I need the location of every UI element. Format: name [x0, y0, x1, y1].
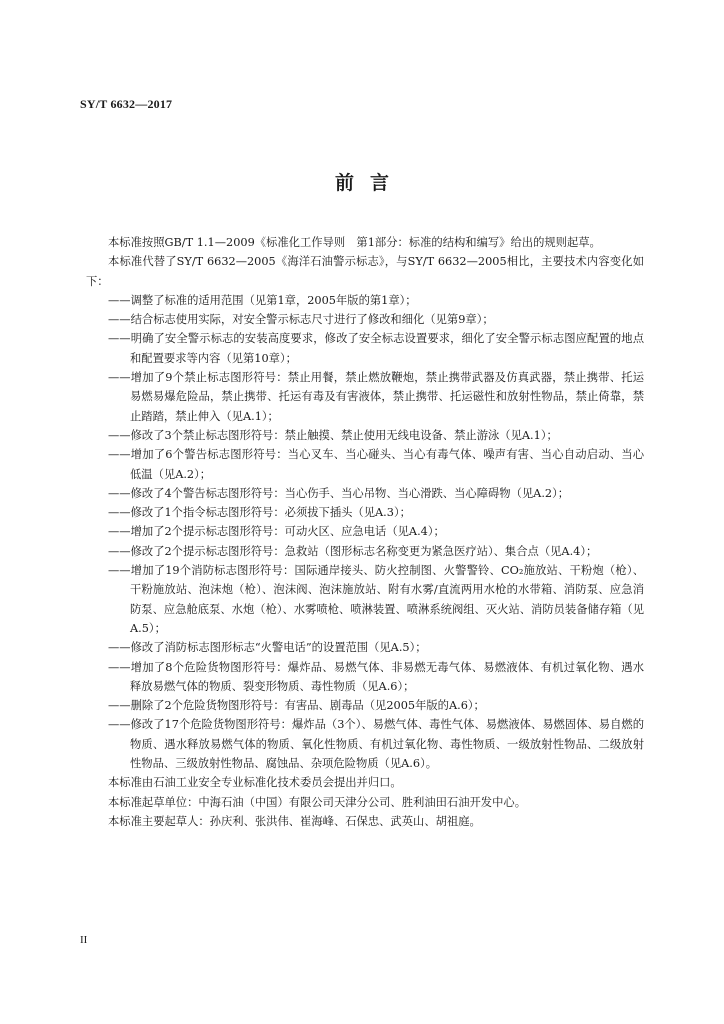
- intro-paragraph-1: 本标准按照GB/T 1.1—2009《标准化工作导则 第1部分：标准的结构和编写》给出的规则起草。: [108, 236, 601, 249]
- closing-paragraph-3: 本标准主要起草人：孙庆利、张洪伟、崔海峰、石保忠、武英山、胡祖庭。: [108, 814, 481, 828]
- change-item: ——增加了8个危险货物图形符号：爆炸品、易燃气体、非易燃无毒气体、易燃液体、有机过氧化物、遇水释放易燃气体的物质、裂变形物质、毒性物质（见A.6）；: [108, 660, 644, 693]
- intro-paragraph-2: 本标准代替了SY/T 6632—2005《海洋石油警示标志》，与SY/T 6632—2005相比，主要技术内容变化如下：: [86, 255, 644, 288]
- standard-code: SY/T 6632—2017: [80, 97, 173, 111]
- foreword-body: [86, 233, 644, 831]
- closing-paragraph-1: 本标准由石油工业安全专业标准化技术委员会提出并归口。: [108, 776, 402, 790]
- closing-paragraph-2: 本标准起草单位：中海石油（中国）有限公司天津分公司、胜利油田石油开发中心。: [108, 795, 526, 809]
- page-title: 前言: [334, 172, 405, 194]
- change-item: ——修改了3个禁止标志图形符号：禁止触摸、禁止使用无线电设备、禁止游泳（见A.1）；: [108, 428, 558, 442]
- change-item: ——修改了4个警告标志图形符号：当心伤手、当心吊物、当心滑跌、当心障碍物（见A.2）；: [108, 486, 570, 500]
- page-number: II: [80, 934, 88, 946]
- change-item: ——修改了2个提示标志图形符号：急救站（图形标志名称变更为紧急医疗站）、集合点（见A.4）；: [108, 544, 598, 558]
- change-item: ——增加了19个消防标志图形符号：国际通岸接头、防火控制图、火警警铃、CO₂施放站、干粉炮（枪）、干粉施放站、泡沫炮（枪）、泡沫阀、泡沫施放站、附有水雾/直流两用水枪的水带箱、消防泵、应急消防泵、应急舱底泵、水炮（枪）、水雾喷枪、喷淋装置、喷淋系统阀组、灭火站、消防员装备储存箱（见A.5）；: [108, 564, 645, 635]
- change-item: ——增加了9个禁止标志图形符号：禁止用餐，禁止燃放鞭炮，禁止携带武器及仿真武器，禁止携带、托运易燃易爆危险品，禁止携带、托运有毒及有害液体，禁止携带、托运磁性和放射性物品，禁止倚靠，禁止踏踏，禁止伸入（见A.1）；: [108, 371, 644, 423]
- changes-list: [86, 291, 644, 773]
- change-item: ——修改了1个指令标志图形符号：必须拔下插头（见A.3）；: [108, 506, 411, 520]
- change-item: ——删除了2个危险货物图形符号：有害品、剧毒品（见2005年版的A.6）；: [108, 699, 485, 713]
- change-item: ——明确了安全警示标志的安装高度要求，修改了安全标志设置要求，细化了安全警示标志图应配置的地点和配置要求等内容（见第10章）；: [108, 332, 644, 365]
- change-item: ——调整了标准的适用范围（见第1章，2005年版的第1章）；: [108, 293, 417, 307]
- change-item: ——修改了17个危险货物图形符号：爆炸品（3个）、易燃气体、毒性气体、易燃液体、易燃固体、易自燃的物质、遇水释放易燃气体的物质、氧化性物质、有机过氧化物、毒性物质、一级放射性物品、二级放射性物品、三级放射性物品、腐蚀品、杂项危险物质（见A.6）。: [108, 718, 644, 771]
- change-item: ——结合标志使用实际，对安全警示标志尺寸进行了修改和细化（见第9章）；: [108, 313, 494, 327]
- change-item: ——修改了消防标志图形标志“火警电话”的设置范围（见A.5）；: [108, 641, 427, 655]
- change-item: ——增加了2个提示标志图形符号：可动火区、应急电话（见A.4）；: [108, 525, 445, 539]
- change-item: ——增加了6个警告标志图形符号：当心叉车、当心碰头、当心有毒气体、噪声有害、当心自动启动、当心低温（见A.2）；: [108, 448, 644, 481]
